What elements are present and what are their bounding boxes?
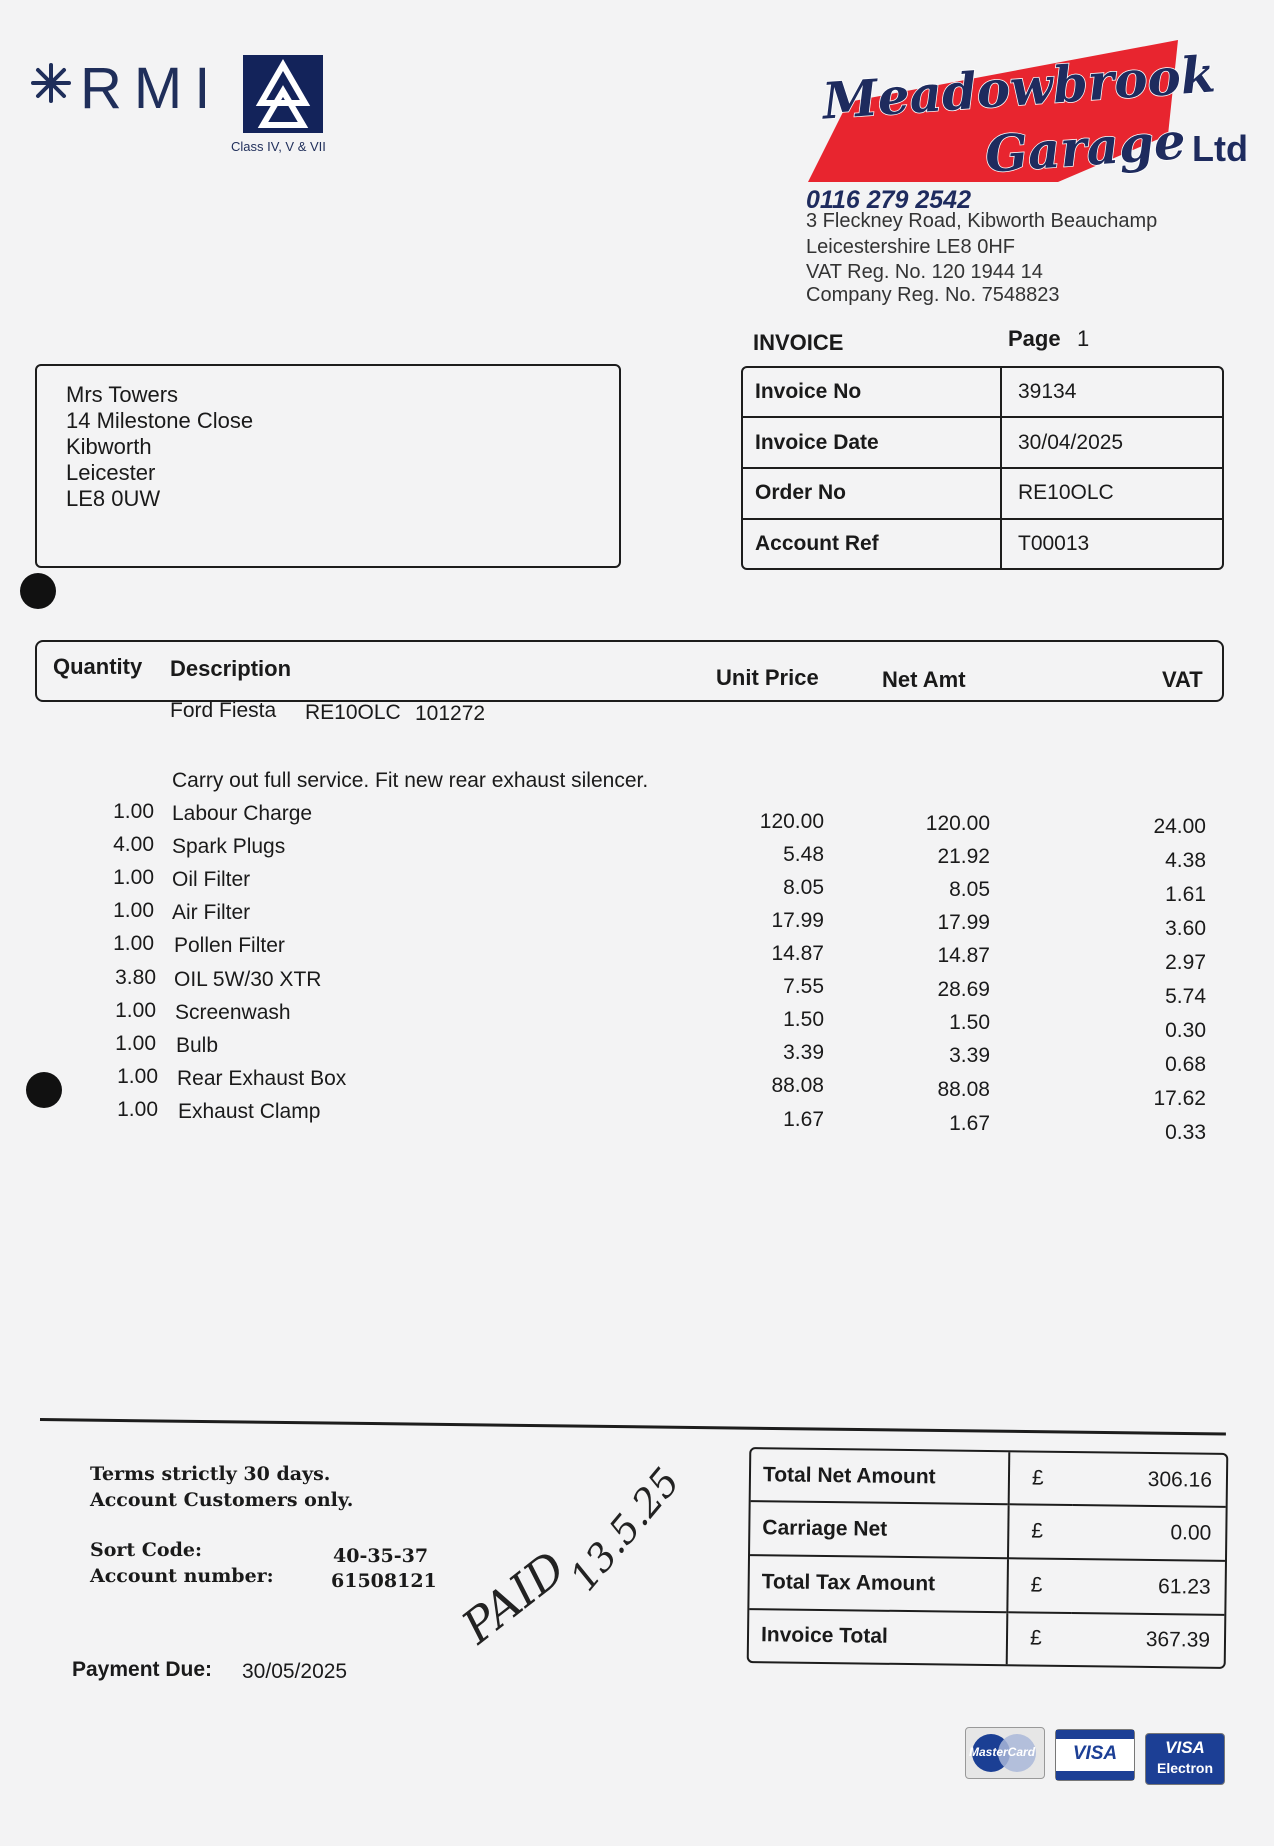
- meta-label: Invoice No: [743, 368, 1001, 417]
- mastercard-logo: [965, 1727, 1045, 1779]
- header-vat: VAT: [1162, 667, 1203, 692]
- totals-box: [747, 1447, 1229, 1669]
- item-vat: 0.33: [1165, 1121, 1206, 1144]
- totals-value: 0.00: [1170, 1521, 1212, 1545]
- item-qty: 1.00: [117, 1098, 158, 1121]
- handwritten-paid: PAID: [451, 1540, 576, 1654]
- item-desc: Bulb: [176, 1034, 219, 1057]
- visa-electron-logo: [1145, 1733, 1225, 1785]
- item-desc: Spark Plugs: [172, 835, 286, 858]
- item-qty: 1.00: [117, 1065, 158, 1088]
- invoice-meta-box: [741, 366, 1224, 570]
- item-unit-price: 7.55: [783, 975, 824, 998]
- item-vat: 1.61: [1165, 883, 1206, 906]
- punch-hole: [26, 1072, 62, 1108]
- header-unit-price: Unit Price: [716, 665, 819, 690]
- item-qty: 1.00: [113, 899, 154, 922]
- item-vat: 24.00: [1153, 815, 1206, 838]
- item-vat: 17.62: [1153, 1087, 1206, 1110]
- item-desc: Oil Filter: [172, 868, 251, 891]
- company-vat-reg: VAT Reg. No. 120 1944 14: [806, 261, 1043, 283]
- vehicle-model: Ford Fiesta: [170, 699, 277, 722]
- item-net-amt: 17.99: [937, 911, 990, 934]
- item-net-amt: 8.05: [949, 878, 990, 901]
- visa-logo: [1055, 1729, 1135, 1781]
- terms-line-1: Terms strictly 30 days.: [90, 1463, 331, 1485]
- vehicle-reg: RE10OLC: [305, 701, 401, 724]
- meta-value: RE10OLC: [1018, 481, 1114, 505]
- item-qty: 1.00: [113, 932, 154, 955]
- totals-currency: £: [1029, 1626, 1042, 1651]
- meta-row: [743, 368, 1222, 417]
- meta-label: Invoice Date: [743, 417, 1001, 468]
- totals-currency: £: [1031, 1466, 1044, 1490]
- item-vat: 2.97: [1165, 951, 1206, 974]
- totals-label: Total Tax Amount: [749, 1555, 1008, 1612]
- account-number-label: Account number:: [90, 1565, 274, 1587]
- totals-label: Invoice Total: [749, 1609, 1008, 1664]
- meta-row: [743, 519, 1222, 568]
- visa-electron-label-2: Electron: [1156, 1760, 1213, 1776]
- sort-code-value: 40-35-37: [333, 1545, 429, 1567]
- totals-label: Carriage Net: [750, 1501, 1009, 1558]
- item-unit-price: 120.00: [759, 810, 824, 833]
- rmi-logo: RMI: [80, 56, 223, 121]
- item-desc: Rear Exhaust Box: [177, 1067, 347, 1090]
- totals-row: [749, 1609, 1225, 1667]
- customer-postcode: LE8 0UW: [66, 486, 161, 511]
- totals-row: [749, 1555, 1225, 1615]
- rmi-snowflake-icon: [30, 62, 72, 104]
- item-desc: Air Filter: [172, 901, 251, 924]
- sort-code-label: Sort Code:: [90, 1539, 202, 1561]
- totals-currency: £: [1031, 1519, 1044, 1543]
- customer-city: Leicester: [66, 460, 156, 485]
- item-net-amt: 21.92: [937, 845, 990, 868]
- document-title: INVOICE: [753, 330, 844, 355]
- header-description: Description: [170, 656, 292, 681]
- company-reg: Company Reg. No. 7548823: [806, 284, 1060, 306]
- item-unit-price: 17.99: [771, 909, 824, 932]
- header-net-amt: Net Amt: [882, 667, 966, 692]
- item-desc: Pollen Filter: [174, 934, 285, 957]
- customer-street: 14 Milestone Close: [66, 408, 254, 433]
- item-vat: 5.74: [1165, 985, 1206, 1008]
- item-vat: 4.38: [1165, 849, 1206, 872]
- company-address-2: Leicestershire LE8 0HF: [806, 236, 1015, 258]
- item-qty: 1.00: [113, 866, 154, 889]
- mot-class-label: Class IV, V & VII: [231, 139, 326, 154]
- customer-name: Mrs Towers: [66, 382, 179, 407]
- item-net-amt: 14.87: [937, 944, 990, 967]
- item-unit-price: 14.87: [771, 942, 824, 965]
- item-net-amt: 3.39: [949, 1044, 990, 1067]
- item-unit-price: 88.08: [771, 1074, 824, 1097]
- item-net-amt: 1.67: [949, 1112, 990, 1135]
- company-address-1: 3 Fleckney Road, Kibworth Beauchamp: [806, 210, 1158, 232]
- item-net-amt: 120.00: [925, 812, 990, 835]
- item-net-amt: 28.69: [937, 978, 990, 1001]
- totals-table: [749, 1449, 1227, 1667]
- meta-value: T00013: [1018, 531, 1090, 555]
- item-unit-price: 5.48: [783, 843, 824, 866]
- company-phone: 0116 279 2542: [806, 186, 971, 214]
- item-desc: Screenwash: [175, 1001, 291, 1024]
- page-label: Page: [1008, 326, 1061, 351]
- item-qty: 1.00: [115, 1032, 156, 1055]
- visa-top-band: [1056, 1730, 1134, 1739]
- visa-bottom-band: [1056, 1771, 1134, 1780]
- visa-electron-label-1: VISA: [1165, 1738, 1205, 1757]
- item-qty: 1.00: [113, 800, 154, 823]
- visa-label: VISA: [1072, 1743, 1118, 1764]
- totals-row: [751, 1449, 1227, 1507]
- mastercard-label: MasterCard: [969, 1745, 1036, 1759]
- handwritten-date: 13.5.25: [561, 1459, 689, 1599]
- meta-row: [743, 417, 1222, 468]
- item-qty: 3.80: [115, 966, 156, 989]
- item-unit-price: 8.05: [783, 876, 824, 899]
- payment-due-value: 30/05/2025: [242, 1660, 348, 1683]
- meta-value: 30/04/2025: [1018, 430, 1124, 454]
- item-qty: 4.00: [113, 833, 154, 856]
- punch-hole: [20, 573, 56, 609]
- item-desc: OIL 5W/30 XTR: [174, 968, 322, 991]
- item-unit-price: 1.50: [783, 1008, 824, 1031]
- meta-label: Order No: [743, 468, 1001, 519]
- meta-row: [743, 468, 1222, 519]
- totals-value: 61.23: [1157, 1575, 1211, 1599]
- totals-currency: £: [1030, 1573, 1043, 1597]
- customer-town: Kibworth: [66, 434, 152, 459]
- totals-label: Total Net Amount: [751, 1449, 1010, 1504]
- footer-divider: [40, 1418, 1226, 1435]
- item-net-amt: 88.08: [937, 1078, 990, 1101]
- item-desc: Labour Charge: [172, 802, 313, 825]
- item-net-amt: 1.50: [949, 1011, 990, 1034]
- item-vat: 0.68: [1165, 1053, 1206, 1076]
- header-quantity: Quantity: [53, 654, 143, 679]
- terms-line-2: Account Customers only.: [90, 1489, 354, 1511]
- totals-value: 367.39: [1145, 1628, 1211, 1653]
- item-desc: Exhaust Clamp: [178, 1100, 321, 1123]
- invoice-meta-table: [743, 368, 1222, 568]
- totals-value: 306.16: [1147, 1467, 1213, 1492]
- item-qty: 1.00: [115, 999, 156, 1022]
- item-unit-price: 3.39: [783, 1041, 824, 1064]
- item-vat: 0.30: [1165, 1019, 1206, 1042]
- item-vat: 3.60: [1165, 917, 1206, 940]
- work-note: Carry out full service. Fit new rear exhaust silencer.: [172, 769, 649, 792]
- page-number: 1: [1077, 326, 1090, 351]
- company-suffix: Ltd: [1192, 128, 1248, 169]
- mot-triangle-logo: [243, 55, 323, 133]
- meta-label: Account Ref: [743, 519, 1001, 568]
- item-unit-price: 1.67: [783, 1108, 824, 1131]
- company-name-line1: Meadowbrook: [820, 44, 1218, 131]
- meta-value: 39134: [1018, 380, 1077, 404]
- company-name-line2: Garage: [983, 111, 1188, 184]
- totals-row: [750, 1501, 1226, 1561]
- vehicle-mileage: 101272: [415, 702, 486, 725]
- account-number-value: 61508121: [331, 1570, 437, 1592]
- customer-address: [66, 382, 253, 512]
- payment-due-label: Payment Due:: [72, 1658, 213, 1681]
